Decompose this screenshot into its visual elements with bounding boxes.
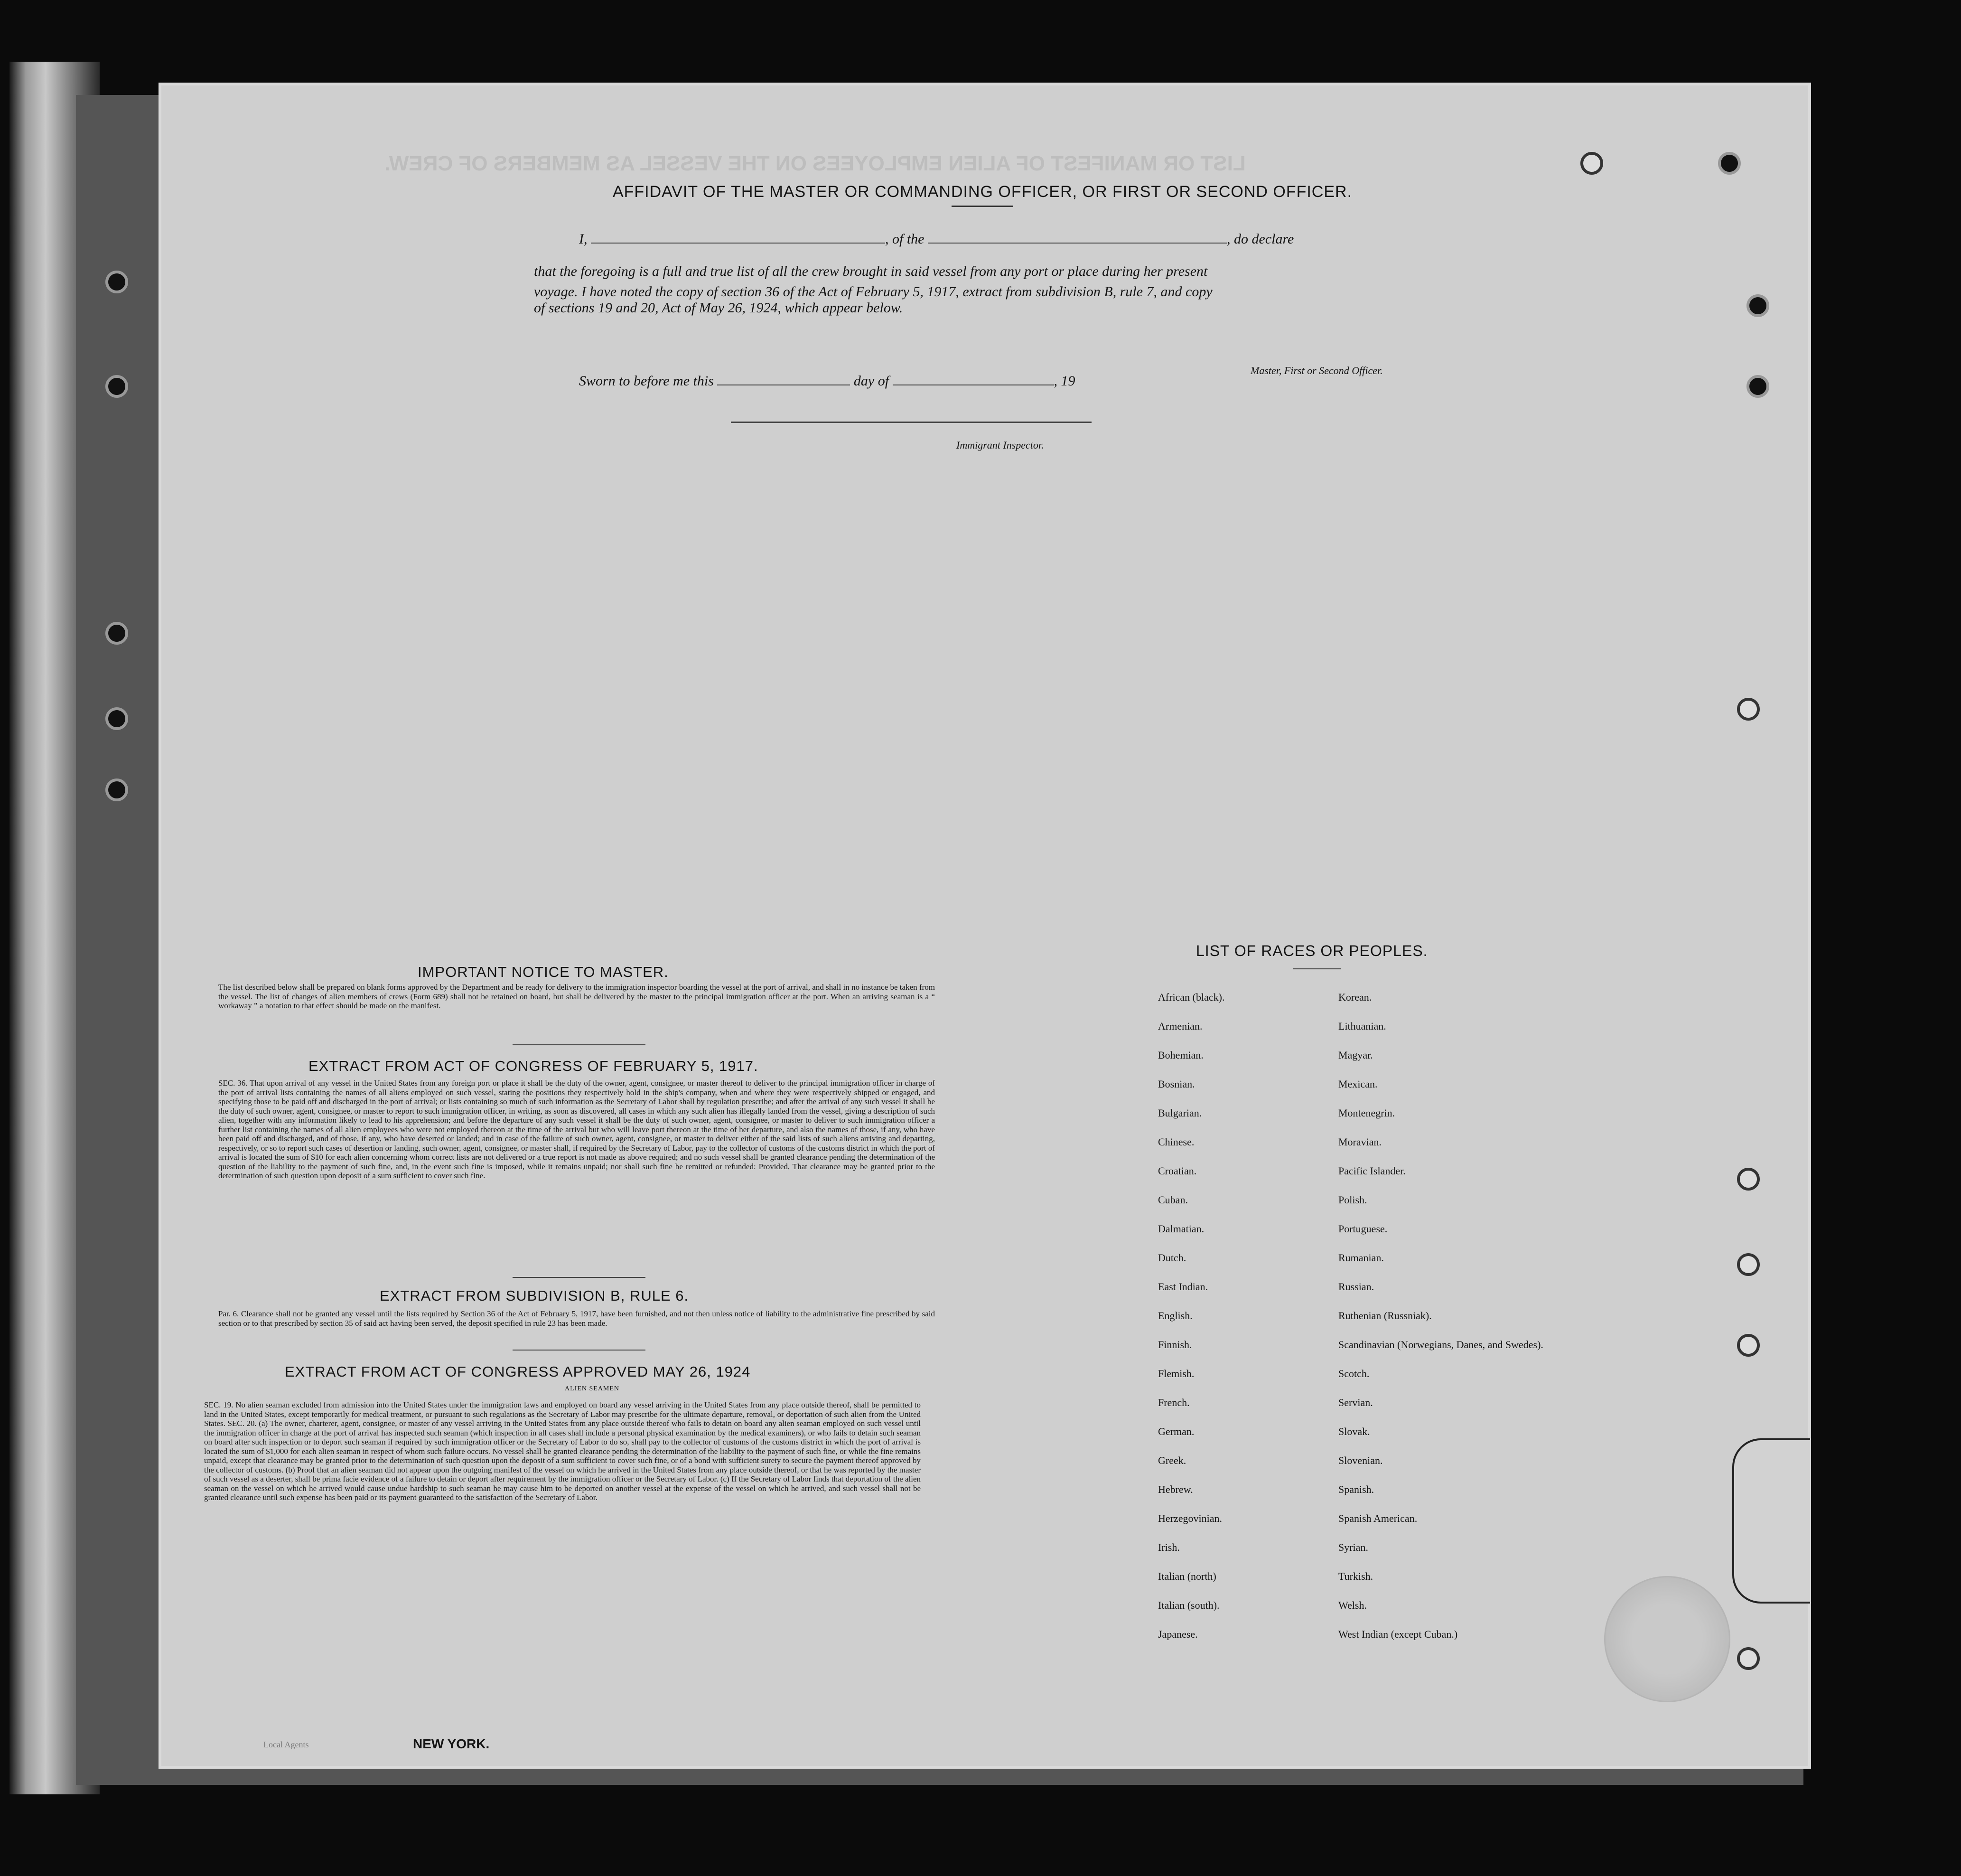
race-item: Dalmatian. [1158, 1223, 1205, 1235]
race-item: Greek. [1158, 1454, 1186, 1466]
race-item: Montenegrin. [1338, 1107, 1395, 1119]
extract-rule6-text: Par. 6. Clearance shall not be granted any vessel until the lists required by Section 36 of the Act of February 5, 1917, have been furnished, and not then unless notice of liability to the administrative fine prescribed by said section or to that prescribed by section 35 of said act having been served, the deposit specified in rule 23 has been made. [218, 1309, 935, 1328]
punch-hole [1737, 1168, 1760, 1191]
divider [1293, 968, 1341, 969]
race-item: Scotch. [1338, 1368, 1370, 1379]
embossed-seal [1604, 1576, 1730, 1702]
race-item: Bulgarian. [1158, 1107, 1202, 1119]
inspector-signature-line[interactable] [731, 422, 1092, 423]
race-item: Bohemian. [1158, 1049, 1204, 1061]
race-item: Rumanian. [1338, 1252, 1384, 1264]
race-item: Turkish. [1338, 1570, 1373, 1582]
binder-hole [105, 271, 128, 293]
punch-hole [1746, 375, 1769, 398]
punch-hole [1580, 152, 1603, 175]
race-item: Herzegovinian. [1158, 1512, 1222, 1524]
master-caption: Master, First or Second Officer. [1251, 365, 1383, 376]
inspector-caption: Immigrant Inspector. [956, 439, 1044, 451]
race-item: Italian (north) [1158, 1570, 1216, 1582]
race-item: Hebrew. [1158, 1483, 1193, 1495]
race-item: Japanese. [1158, 1628, 1198, 1640]
affidavit-line-2: that the foregoing is a full and true list of all the crew brought in said vessel from any port or place during her present [534, 263, 1208, 279]
vessel-blank[interactable] [928, 243, 1227, 244]
race-item: Finnish. [1158, 1339, 1192, 1351]
race-item: Welsh. [1338, 1599, 1367, 1611]
race-item: Spanish. [1338, 1483, 1374, 1495]
race-item: Russian. [1338, 1281, 1374, 1293]
races-column-1 [1158, 992, 1224, 1658]
races-heading: LIST OF RACES OR PEOPLES. [1196, 942, 1428, 959]
race-item: Portuguese. [1338, 1223, 1388, 1235]
binder-hole [105, 779, 128, 801]
affidavit-title: AFFIDAVIT OF THE MASTER OR COMMANDING OFFICER, OR FIRST OR SECOND OFFICER. [603, 183, 1362, 201]
race-item: Slovak. [1338, 1426, 1370, 1437]
race-item: Lithuanian. [1338, 1020, 1386, 1032]
extract-1924-heading: EXTRACT FROM ACT OF CONGRESS APPROVED MAY 26, 1924 [285, 1363, 751, 1380]
divider [513, 1277, 645, 1278]
race-item: Bosnian. [1158, 1078, 1195, 1090]
punch-hole [1737, 1334, 1760, 1357]
race-item: Ruthenian (Russniak). [1338, 1310, 1432, 1322]
affidavit-line-3: voyage. I have noted the copy of section 36 of the Act of February 5, 1917, extract from subdivision B, rule 7, and copy [534, 284, 1213, 300]
divider [513, 1044, 645, 1045]
city-label: NEW YORK. [413, 1736, 490, 1751]
extract-1924-text: SEC. 19. No alien seaman excluded from admission into the United States under the immigration laws and employed on board any vessel arriving in the United States from any place outside thereof, shall be permitted to land in the United States, except temporarily for medical treatment, or pursuant to such regulations as the Secretary of Labor may prescribe for the ultimate departure, removal, or deportation of such alien from the United States. SEC. 20. (a) The owner, charterer, agent, consignee, or master of any vessel arriving in the United States from any place outside thereof who fails to detain on board any alien seaman employed on such vessel until the immigration officer in charge at the port of arrival has inspected such seaman (which inspection in all cases shall include a personal physical examination by the medical examiners), or who fails to detain such seaman on board after such inspection or to deport such seaman if required by such immigration officer or the Secretary of Labor to do so, shall pay to the collector of customs of the customs district in which the port of arrival is located the sum of $1,000 for each alien seaman in respect of whom such failure occurs. No vessel shall be granted clearance pending the determination of the liability to the payment of such fine, or while the fine remains unpaid, except that clearance may be granted prior to the determination of such question upon the deposit of a sum sufficient to cover such fine, or of a bond with sufficient surety to secure the payment thereof approved by the collector of customs. (b) Proof that an alien seaman did not appear upon the outgoing manifest of the vessel on which he arrived in the United States from any place outside thereof, or that he was reported by the master of such vessel as a deserter, shall be prima facie evidence of a failure to detain or deport after requirement by the immigration officer or the Secretary of Labor. (c) If the Secretary of Labor finds that deportation of the alien seaman on the vessel on which he arrived would cause undue hardship to such seaman he may cause him to be deported on another vessel at the expense of the vessel on which he arrived, and such vessel shall not be granted clearance until such expense has been paid or its payment guaranteed to the satisfaction of the Secretary of Labor. [204, 1400, 921, 1502]
race-item: Moravian. [1338, 1136, 1382, 1148]
race-item: English. [1158, 1310, 1193, 1322]
extract-1917-heading: EXTRACT FROM ACT OF CONGRESS OF FEBRUARY 5, 1917. [308, 1058, 758, 1074]
race-item: Korean. [1338, 991, 1372, 1003]
binder-hole [105, 622, 128, 645]
notice-heading: IMPORTANT NOTICE TO MASTER. [418, 964, 669, 980]
race-item: Servian. [1338, 1397, 1373, 1408]
extract-1917-text: SEC. 36. That upon arrival of any vessel in the United States from any foreign port or place it shall be the duty of the owner, agent, consignee, or master thereof to deliver to the principal immigration officer in charge of the port of arrival lists containing the names of all aliens employed on such vessel, stating the positions they respectively hold in the ship's company, when and where they were respectively shipped or engaged, and specifying those to be paid off and discharged in the port of arrival; or lists containing so much of such information as the Secretary of Labor shall by regulation prescribe; and after the arrival of any such vessel it shall be the duty of such owner, agent, consignee, or master to report to such immigration officer, in writing, as soon as discovered, all cases in which any such alien has illegally landed from the vessel, giving a description of such alien, together with any information likely to lead to his apprehension; and before the departure of any such vessel it shall be the duty of such owner, agent, consignee, or master to deliver to such immigration officer a further list containing the names of all alien employees who were not employed thereon at the time of the arrival but who will leave port thereon at the time of her departure, and also the names of those, if any, who have been paid off and discharged, and of those, if any, who have deserted or landed; and in case of the failure of such owner, agent, consignee, or master to deliver either of the said lists of such aliens arriving and departing, respectively, or so to report such cases of desertion or landing, such owner, agent, consignee, or master shall, if required by the Secretary of Labor, pay to the collector of customs of the customs district in which the port of arrival is located the sum of $10 for each alien concerning whom correct lists are not delivered or a true report is not made as above required; and no such vessel shall be granted clearance pending the determination of the question of the liability to the payment of such fine, and, in the event such fine is imposed, while it remains unpaid; nor shall such fine be remitted or refunded: Provided, That clearance may be granted prior to the determination of such question upon deposit of a sum sufficient to cover such fine. [218, 1079, 935, 1180]
punch-hole [1718, 152, 1741, 175]
name-blank[interactable] [591, 243, 885, 244]
race-item: German. [1158, 1426, 1195, 1437]
race-item: Spanish American. [1338, 1512, 1418, 1524]
race-item: Croatian. [1158, 1165, 1197, 1177]
race-item: Chinese. [1158, 1136, 1195, 1148]
race-item: African (black). [1158, 991, 1225, 1003]
divider [513, 1350, 645, 1351]
race-item: Slovenian. [1338, 1454, 1383, 1466]
affidavit-line-4: of sections 19 and 20, Act of May 26, 1924, which appear below. [534, 300, 903, 316]
bleed-through-title: LIST OR MANIFEST OF ALIEN EMPLOYEES ON THE VESSEL AS MEMBERS OF CREW. [384, 152, 1246, 175]
races-column-2 [1338, 992, 1543, 1658]
extract-rule6-heading: EXTRACT FROM SUBDIVISION B, RULE 6. [380, 1287, 689, 1304]
local-agents-label: Local Agents [263, 1740, 309, 1749]
binder-hole [105, 375, 128, 398]
race-item: Polish. [1338, 1194, 1367, 1206]
race-item: Dutch. [1158, 1252, 1186, 1264]
race-item: French. [1158, 1397, 1190, 1408]
race-item: Italian (south). [1158, 1599, 1220, 1611]
race-item: Irish. [1158, 1541, 1180, 1553]
race-item: East Indian. [1158, 1281, 1208, 1293]
race-item: Cuban. [1158, 1194, 1188, 1206]
punch-hole [1746, 294, 1769, 317]
race-item: West Indian (except Cuban.) [1338, 1628, 1458, 1640]
title-underline [952, 206, 1013, 207]
sworn-line: Sworn to before me this day of , 19 [579, 373, 1075, 389]
binder-hole [105, 707, 128, 730]
punch-hole [1737, 698, 1760, 721]
race-item: Scandinavian (Norwegians, Danes, and Swedes). [1338, 1339, 1543, 1351]
alien-seamen-subheading: ALIEN SEAMEN [565, 1385, 620, 1392]
punch-hole [1737, 1253, 1760, 1276]
document-page [161, 85, 1808, 1766]
notice-text: The list described below shall be prepared on blank forms approved by the Department and be ready for delivery to the immigration inspector boarding the vessel at the port of arrival, and shall in no instance be taken from the vessel. The list of changes of alien members of crews (Form 689) shall not be retained on board, but shall be delivered by the master to the principal immigration officer at the port. When an arriving seaman is a “ workaway ” a notation to that effect should be made on the manifest. [218, 983, 935, 1010]
race-item: Flemish. [1158, 1368, 1195, 1379]
race-item: Magyar. [1338, 1049, 1373, 1061]
race-item: Pacific Islander. [1338, 1165, 1406, 1177]
punch-hole [1737, 1647, 1760, 1670]
affidavit-line-1: I, , of the , do declare [579, 231, 1294, 247]
binding-stamp [1732, 1438, 1810, 1604]
race-item: Armenian. [1158, 1020, 1203, 1032]
race-item: Mexican. [1338, 1078, 1378, 1090]
race-item: Syrian. [1338, 1541, 1368, 1553]
